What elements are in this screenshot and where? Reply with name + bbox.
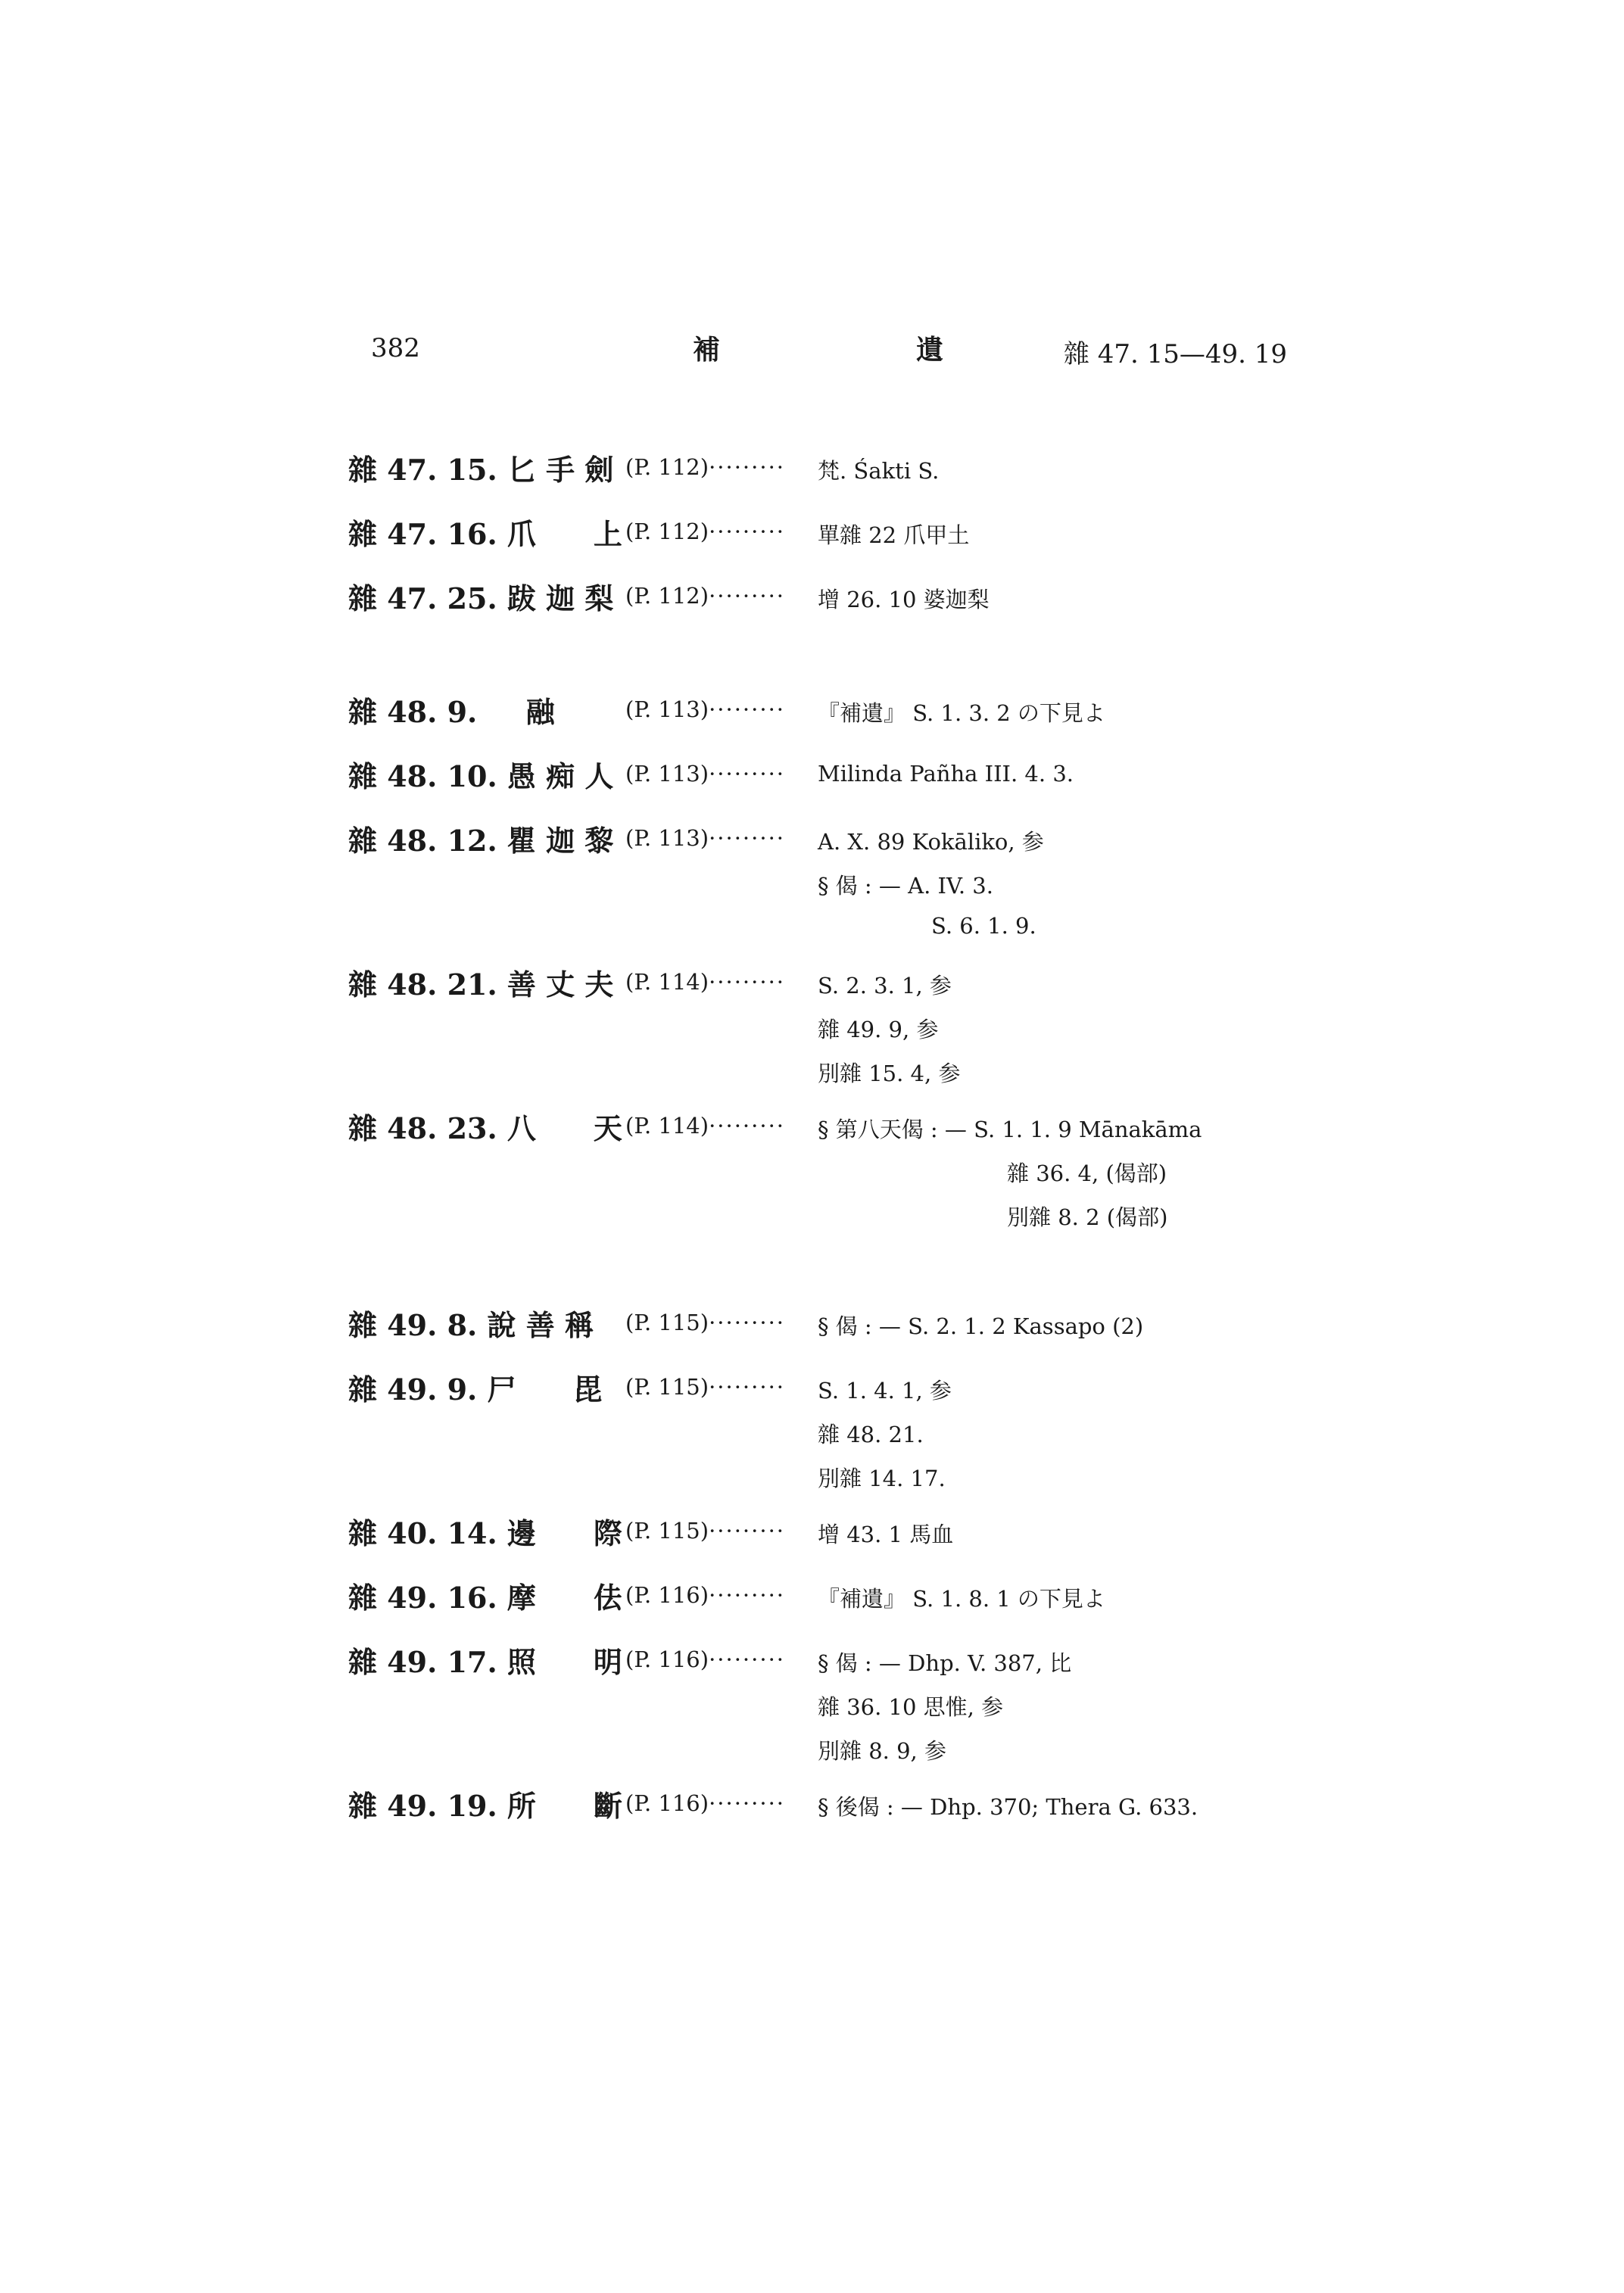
entry-page: (P. 112)········· [625,519,786,544]
entry-reference: 雜 47. 25. 跋 迦 梨 [348,581,614,615]
note-line: 增 43. 1 馬血 [818,1522,954,1547]
note-line: 『補遺』 S. 1. 8. 1 の下見よ [818,1586,1105,1612]
entry-page: (P. 115)········· [625,1310,786,1335]
entry-reference: 雜 47. 16. 爪 上 [348,517,622,551]
note-line: 『補遺』 S. 1. 3. 2 の下見よ [818,700,1105,726]
entry-page: (P. 115)········· [625,1518,786,1544]
entry-reference: 雜 49. 19. 所 斷 [348,1789,622,1823]
note-line: 雜 48. 21. [818,1422,924,1447]
entry-reference: 雜 49. 17. 照 明 [348,1645,622,1679]
note-line: Milinda Pañha III. 4. 3. [818,761,1074,787]
entry-notes [818,519,969,562]
note-line: § 偈 : — A. IV. 3. [818,873,993,899]
note-line: 梵. Śakti S. [818,458,940,484]
entry-reference: 雜 48. 12. 瞿 迦 黎 [348,824,614,858]
entry-page: (P. 114)········· [625,969,786,995]
section-range: 雜 47. 15—49. 19 [1063,339,1287,369]
entry-notes [818,1374,952,1506]
entry-page: (P. 112)········· [625,583,786,609]
entry-notes [818,696,1105,740]
entry-reference: 雜 40. 14. 邊 際 [348,1516,622,1550]
entry-page: (P. 116)········· [625,1790,786,1816]
note-line: 增 26. 10 婆迦梨 [818,587,990,612]
entry-notes [818,761,1074,805]
note-line: § 第八天偈 : — S. 1. 1. 9 Mānakāma [818,1117,1202,1142]
entry-reference: 雜 49. 16. 摩 佉 [348,1581,622,1615]
note-line: S. 6. 1. 9. [931,913,1036,939]
note-line: 別雜 14. 17. [818,1466,946,1491]
note-line: § 偈 : — S. 2. 1. 2 Kassapo (2) [818,1313,1144,1339]
note-line: § 後偈 : — Dhp. 370; Thera G. 633. [818,1794,1199,1820]
note-line: 別雜 8. 2 (偈部) [1007,1204,1168,1230]
entry-notes [818,825,1044,957]
entry-notes [818,583,990,627]
entry-reference: 雜 48. 10. 愚 痴 人 [348,759,614,793]
entry-page: (P. 116)········· [625,1582,786,1608]
entry-page: (P. 116)········· [625,1647,786,1672]
entry-notes [818,1582,1105,1626]
entry-notes [818,1518,953,1562]
note-line: 雜 36. 4, (偈部) [1007,1161,1167,1186]
note-line: A. X. 89 Kokāliko, 参 [818,829,1044,855]
entry-reference: 雜 47. 15. 匕 手 劍 [348,453,614,487]
note-line: 雜 49. 9, 参 [818,1017,939,1042]
entry-notes [818,454,939,498]
entry-notes [818,969,960,1101]
entry-notes [818,1113,1202,1245]
note-line: S. 1. 4. 1, 参 [818,1378,952,1404]
page-header [371,326,1287,371]
entry-reference: 雜 48. 23. 八 天 [348,1111,622,1145]
note-line: § 偈 : — Dhp. V. 387, 比 [818,1650,1072,1676]
entry-reference: 雜 48. 9. 融 [348,695,555,729]
note-line: 雜 36. 10 思惟, 参 [818,1694,1004,1720]
note-line: 別雜 15. 4, 参 [818,1061,961,1086]
entry-page: (P. 112)········· [625,454,786,480]
entry-page: (P. 113)········· [625,696,786,722]
entry-reference: 雜 49. 9. 尸 毘 [348,1372,603,1407]
note-line: S. 2. 3. 1, 参 [818,973,952,999]
entry-reference: 雜 49. 8. 說 善 稱 [348,1308,594,1342]
entry-page: (P. 115)········· [625,1374,786,1400]
note-line: 別雜 8. 9, 参 [818,1738,946,1764]
entry-page: (P. 113)········· [625,761,786,787]
entry-notes [818,1790,1198,1834]
entry-page: (P. 113)········· [625,825,786,851]
running-title-2: 遺 [916,334,944,366]
entry-notes [818,1647,1071,1778]
entry-reference: 雜 48. 21. 善 丈 夫 [348,967,614,1002]
page-number: 382 [371,333,420,363]
note-line: 單雜 22 爪甲土 [818,522,970,548]
entry-notes [818,1310,1143,1354]
entry-page: (P. 114)········· [625,1113,786,1139]
running-title-1: 補 [693,334,721,366]
